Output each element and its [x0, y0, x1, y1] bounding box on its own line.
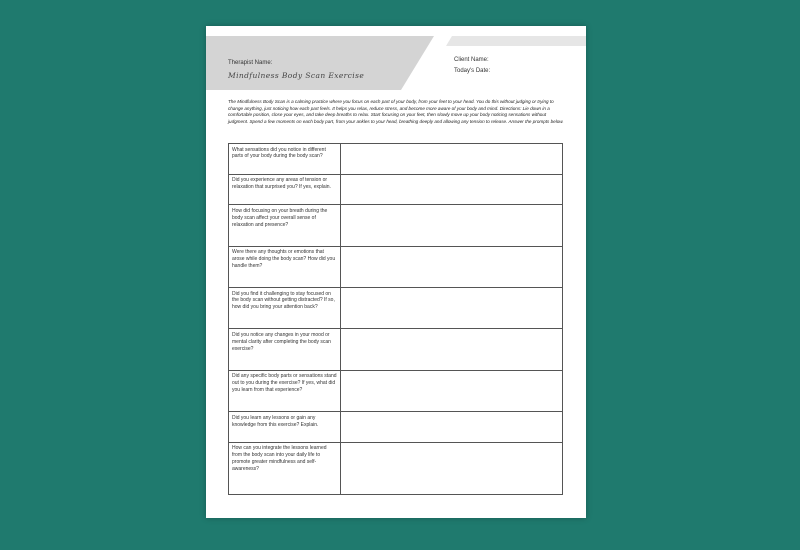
question-text: How did focusing on your breath during the body scan affect your overall sense of relaxation and presence?: [229, 205, 341, 246]
question-row: [229, 288, 563, 329]
question-text: Did you learn any lessons or gain any knowledge from this exercise? Explain.: [229, 412, 341, 443]
worksheet-header: [206, 26, 586, 90]
question-row: [229, 205, 563, 246]
intro-description: The Mindfulness Body Scan is a calming practice where you focus on each part of your body, from your feet to your head. You do this without judging or trying to change anything, just noticing how each part feels. It helps you relax, reduce stress, and become more aware of your body and mind.: [228, 99, 554, 111]
answer-field[interactable]: [341, 442, 563, 494]
client-name-label: Client Name:: [454, 57, 489, 63]
question-text: Did you experience any areas of tension or relaxation that surprised you? If yes, explain.: [229, 174, 341, 205]
therapist-name-label: Therapist Name:: [228, 60, 273, 66]
question-row: [229, 246, 563, 287]
question-table: [228, 143, 563, 495]
answer-field[interactable]: [341, 205, 563, 246]
header-banner-shape: [206, 26, 586, 90]
intro-paragraph: [228, 99, 564, 125]
question-row: [229, 370, 563, 411]
question-text: What sensations did you notice in different parts of your body during the body scan?: [229, 144, 341, 175]
worksheet-page: [206, 26, 586, 518]
answer-field[interactable]: [341, 412, 563, 443]
question-row: [229, 442, 563, 494]
worksheet-title: Mindfulness Body Scan Exercise: [228, 71, 365, 80]
question-row: [229, 412, 563, 443]
answer-field[interactable]: [341, 144, 563, 175]
answer-field[interactable]: [341, 174, 563, 205]
answer-field[interactable]: [341, 288, 563, 329]
answer-field[interactable]: [341, 370, 563, 411]
question-row: [229, 329, 563, 370]
question-text: How can you integrate the lessons learned from the body scan into your daily life to promote greater mindfulness and self-awareness?: [229, 442, 341, 494]
question-text: Did you notice any changes in your mood or mental clarity after completing the body scan exercise?: [229, 329, 341, 370]
question-text: Did you find it challenging to stay focused on the body scan without getting distracted? If so, how did you bring your attention back?: [229, 288, 341, 329]
answer-field[interactable]: [341, 329, 563, 370]
todays-date-label: Today's Date:: [454, 68, 491, 74]
question-text: Did any specific body parts or sensations stand out to you during the exercise? If yes, what did you learn from that experience?: [229, 370, 341, 411]
question-row: [229, 144, 563, 175]
intro-directions: Directions: Lie down in a comfortable position, close your eyes, and take deep breaths to relax. Start focusing on your feet, then slowly move up your body noticing sensations without judgment. Spend a few moments on each body part, from your ankles to your head, breathing deeply and allowing any tension to release. Answer the prompts below.: [228, 105, 564, 124]
question-text: Were there any thoughts or emotions that arose while doing the body scan? How did you handle them?: [229, 246, 341, 287]
question-row: [229, 174, 563, 205]
answer-field[interactable]: [341, 246, 563, 287]
